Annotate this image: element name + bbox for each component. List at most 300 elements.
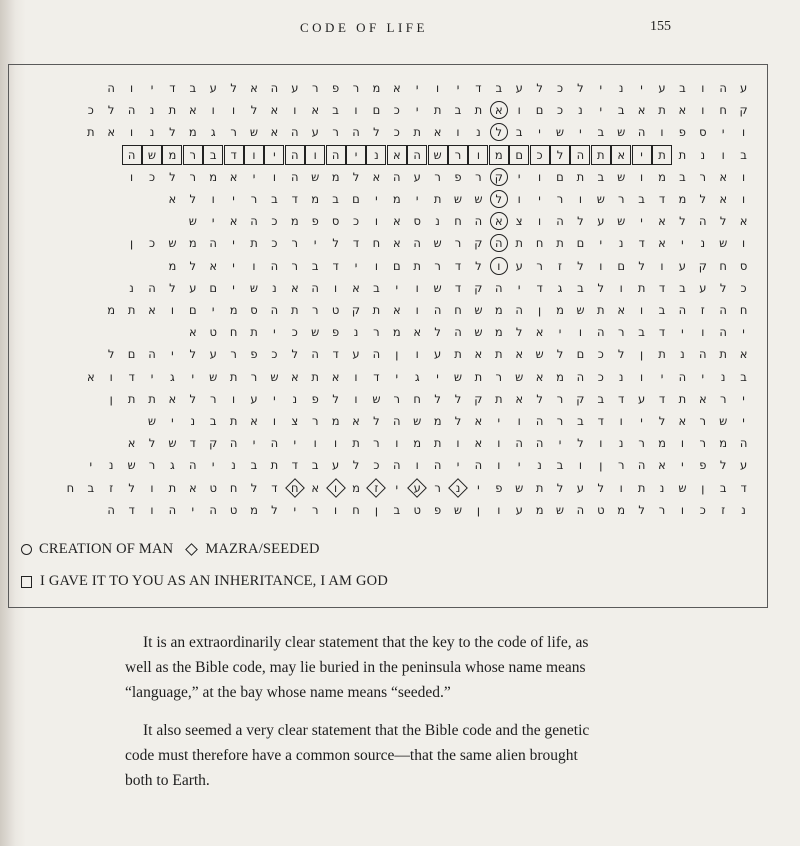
matrix-letter: י — [232, 192, 235, 206]
matrix-letter: ו — [660, 125, 664, 140]
matrix-letter: ו — [742, 192, 746, 206]
matrix-letter: ל — [332, 236, 339, 251]
legend-inheritance: I GAVE IT TO YOU AS AN INHERITANCE, I AM GOD — [40, 573, 388, 590]
matrix-letter: ש — [453, 369, 463, 384]
matrix-letter: נ — [720, 369, 726, 384]
matrix-letter: ו — [619, 414, 623, 428]
matrix-letter: ד — [597, 414, 604, 428]
matrix-letter: א — [270, 125, 279, 140]
matrix-letter: ו — [334, 502, 338, 517]
matrix-letter: פ — [311, 391, 319, 406]
matrix-letter: מ — [719, 436, 728, 451]
matrix-letter: ר — [454, 236, 462, 251]
matrix-letter: ו — [272, 169, 276, 184]
matrix-letter: כ — [148, 236, 156, 251]
matrix-letter: ל — [658, 414, 666, 428]
matrix-letter: ט — [597, 502, 605, 517]
matrix-letter: ש — [617, 169, 626, 184]
matrix-letter: י — [171, 414, 174, 428]
matrix-letter: א — [658, 458, 666, 473]
matrix-letter: ק — [351, 303, 361, 317]
matrix-letter: י — [640, 414, 643, 428]
matrix-letter: ו — [354, 103, 358, 118]
matrix-letter: י — [742, 414, 745, 428]
matrix-letter: ש — [453, 502, 463, 517]
matrix-letter: י — [517, 169, 521, 184]
matrix-letter: ת — [311, 369, 319, 384]
boxed-letter: א — [612, 146, 630, 164]
matrix-letter: י — [211, 458, 215, 473]
matrix-letter: נ — [618, 236, 624, 251]
matrix-letter: ש — [453, 192, 463, 206]
matrix-letter: ש — [617, 214, 626, 229]
matrix-letter: י — [232, 236, 235, 251]
boxed-letter: ם — [510, 146, 528, 164]
matrix-letter: צ — [515, 214, 523, 229]
circled-letter: א — [490, 212, 508, 230]
matrix-letter: ב — [638, 192, 645, 206]
matrix-letter: א — [270, 103, 279, 118]
matrix-letter: פ — [454, 169, 462, 184]
matrix-letter: י — [497, 414, 501, 428]
matrix-letter: א — [739, 347, 748, 362]
matrix-letter: ל — [434, 325, 441, 340]
matrix-letter: י — [415, 81, 419, 95]
matrix-letter: א — [148, 303, 156, 317]
matrix-letter: ה — [372, 347, 381, 362]
matrix-letter: ו — [680, 502, 684, 517]
matrix-letter: א — [392, 214, 401, 229]
matrix-letter: ן — [476, 502, 480, 517]
matrix-letter: ש — [311, 325, 320, 340]
matrix-letter: י — [660, 369, 664, 384]
matrix-letter: י — [477, 480, 480, 495]
matrix-letter: י — [293, 436, 297, 451]
matrix-row — [23, 121, 755, 143]
matrix-letter: א — [229, 169, 238, 184]
matrix-letter: נ — [272, 280, 277, 295]
matrix-letter: א — [250, 414, 258, 428]
matrix-letter: ע — [576, 480, 584, 495]
matrix-letter: ה — [535, 436, 544, 451]
matrix-letter: ל — [230, 81, 237, 95]
matrix-letter: ר — [250, 192, 258, 206]
diamond-letter: ע — [408, 477, 426, 499]
boxed-letter: י — [347, 146, 365, 164]
matrix-letter: ה — [229, 436, 238, 451]
matrix-letter: ו — [313, 436, 317, 451]
boxed-letter: א — [388, 146, 406, 164]
matrix-letter: כ — [699, 502, 706, 517]
matrix-letter: ב — [332, 192, 339, 206]
matrix-letter: כ — [393, 125, 400, 140]
body-paragraph-1 — [125, 630, 685, 705]
matrix-letter: ר — [536, 258, 543, 273]
matrix-letter: י — [681, 236, 684, 251]
matrix-letter: נ — [108, 458, 114, 473]
matrix-letter: ו — [578, 325, 582, 340]
matrix-letter: ש — [535, 347, 544, 362]
matrix-letter: ו — [538, 214, 542, 229]
matrix-letter: ו — [252, 258, 256, 273]
matrix-letter: נ — [680, 347, 685, 362]
legend-line-2 — [21, 573, 388, 590]
matrix-letter: מ — [392, 192, 401, 206]
matrix-letter: ע — [209, 81, 217, 95]
matrix-letter: מ — [392, 325, 401, 340]
matrix-letter: ר — [699, 169, 707, 184]
matrix-letter: ה — [250, 214, 258, 229]
matrix-letter: מ — [658, 436, 666, 451]
matrix-letter: ל — [332, 391, 339, 406]
matrix-letter: ה — [535, 414, 544, 428]
matrix-letter: ק — [474, 280, 483, 295]
matrix-letter: ח — [719, 103, 727, 118]
matrix-letter: ש — [678, 480, 687, 495]
matrix-letter: י — [742, 325, 745, 340]
matrix-letter: ר — [373, 325, 380, 340]
matrix-letter: א — [474, 414, 483, 428]
matrix-letter: ש — [576, 303, 585, 317]
matrix-letter: ש — [433, 280, 442, 295]
matrix-letter: ת — [168, 103, 177, 118]
matrix-letter: ח — [372, 236, 381, 251]
matrix-letter: מ — [352, 480, 360, 495]
matrix-letter: י — [191, 369, 195, 384]
matrix-letter: א — [433, 125, 442, 140]
matrix-letter: פ — [332, 81, 340, 95]
matrix-letter: ה — [597, 325, 605, 340]
matrix-letter: מ — [331, 169, 340, 184]
matrix-letter: ע — [699, 280, 707, 295]
matrix-letter: מ — [107, 303, 116, 317]
matrix-letter: ל — [373, 125, 380, 140]
matrix-letter: ל — [434, 391, 441, 406]
matrix-letter: א — [678, 103, 687, 118]
matrix-letter: ד — [332, 347, 339, 362]
matrix-letter: ר — [434, 169, 441, 184]
boxed-letter: ש — [143, 146, 161, 164]
matrix-letter: מ — [535, 502, 544, 517]
matrix-letter: נ — [700, 236, 706, 251]
matrix-letter: ה — [270, 258, 279, 273]
matrix-letter: א — [474, 436, 483, 451]
matrix-letter: י — [538, 192, 541, 206]
boxed-letter: ו — [306, 146, 324, 164]
matrix-letter: ת — [127, 303, 136, 317]
matrix-letter: ה — [107, 502, 115, 517]
matrix-letter: י — [232, 258, 235, 273]
running-header-title: CODE OF LIFE — [300, 20, 428, 35]
circled-letter: א — [490, 101, 508, 119]
matrix-letter: א — [392, 236, 401, 251]
matrix-letter: י — [171, 347, 174, 362]
matrix-letter: ע — [739, 81, 748, 95]
matrix-letter: ב — [577, 280, 584, 295]
matrix-letter: ר — [352, 81, 360, 95]
matrix-letter: ל — [250, 103, 258, 118]
matrix-letter: ו — [354, 391, 358, 406]
matrix-letter: י — [517, 280, 521, 295]
matrix-letter: א — [209, 258, 218, 273]
matrix-letter: מ — [168, 258, 177, 273]
matrix-letter: י — [456, 458, 460, 473]
matrix-letter: ד — [169, 81, 176, 95]
matrix-letter: ו — [395, 436, 399, 451]
text-line: It also seemed a very clear statement that the Bible code and the genetic — [143, 722, 590, 739]
matrix-letter: ת — [433, 192, 442, 206]
matrix-letter: נ — [700, 147, 706, 162]
matrix-letter: י — [599, 103, 603, 118]
matrix-letter: ש — [270, 369, 279, 384]
matrix-letter: ר — [617, 458, 625, 473]
matrix-letter: ל — [638, 258, 645, 273]
matrix-letter: ע — [515, 502, 523, 517]
matrix-letter: ם — [392, 258, 401, 273]
matrix-letter: מ — [494, 325, 503, 340]
matrix-letter: כ — [87, 103, 94, 118]
matrix-letter: ת — [637, 480, 646, 495]
bible-code-figure — [8, 64, 768, 608]
matrix-letter: נ — [741, 502, 746, 517]
matrix-letter: ל — [597, 480, 605, 495]
matrix-letter: ח — [66, 480, 75, 495]
matrix-letter: ו — [130, 125, 134, 140]
matrix-letter: ת — [678, 147, 687, 162]
matrix-letter: ת — [127, 391, 136, 406]
matrix-letter: כ — [271, 347, 278, 362]
matrix-letter: י — [701, 369, 705, 384]
matrix-letter: י — [395, 480, 399, 495]
matrix-letter: ר — [495, 369, 503, 384]
diamond-icon — [185, 543, 198, 556]
matrix-letter: ק — [474, 391, 483, 406]
matrix-letter: ב — [332, 103, 339, 118]
matrix-letter: ל — [128, 480, 135, 495]
matrix-letter: א — [250, 81, 258, 95]
matrix-letter: ן — [701, 480, 705, 495]
matrix-letter: א — [719, 169, 728, 184]
matrix-letter: ת — [515, 236, 523, 251]
matrix-letter: ו — [334, 436, 338, 451]
matrix-letter: ו — [721, 147, 725, 162]
matrix-letter: ל — [556, 347, 564, 362]
matrix-letter: ש — [168, 236, 177, 251]
boxed-letter: כ — [531, 146, 549, 164]
matrix-letter: ת — [495, 347, 503, 362]
matrix-letter: נ — [435, 214, 440, 229]
matrix-letter: א — [535, 325, 544, 340]
matrix-letter: ש — [147, 414, 157, 428]
matrix-letter: ל — [536, 391, 543, 406]
matrix-letter: ב — [311, 258, 319, 273]
matrix-letter: ח — [352, 502, 360, 517]
matrix-letter: ל — [719, 458, 727, 473]
matrix-letter: א — [372, 169, 381, 184]
matrix-letter: י — [211, 303, 215, 317]
matrix-letter: א — [535, 369, 544, 384]
matrix-letter: ר — [291, 258, 299, 273]
matrix-letter: ש — [515, 369, 524, 384]
matrix-letter: מ — [556, 369, 564, 384]
matrix-letter: ע — [352, 347, 360, 362]
matrix-letter: ד — [658, 391, 666, 406]
matrix-letter: ל — [373, 414, 380, 428]
matrix-letter: ר — [638, 436, 645, 451]
matrix-letter: ר — [250, 369, 258, 384]
matrix-letter: ב — [719, 480, 727, 495]
matrix-letter: ב — [740, 369, 747, 384]
matrix-letter: ה — [209, 502, 217, 517]
matrix-letter: ד — [658, 325, 666, 340]
matrix-row — [23, 410, 755, 432]
matrix-letter: א — [86, 369, 95, 384]
matrix-letter: ו — [517, 103, 521, 118]
matrix-letter: ש — [474, 192, 483, 206]
matrix-letter: ו — [701, 81, 705, 95]
matrix-letter: ר — [230, 125, 237, 140]
matrix-letter: ל — [719, 280, 727, 295]
matrix-letter: י — [640, 214, 643, 229]
matrix-letter: ע — [413, 169, 421, 184]
matrix-letter: ת — [413, 125, 421, 140]
matrix-letter: ה — [474, 214, 483, 229]
matrix-letter: ם — [556, 169, 564, 184]
matrix-letter: ו — [334, 280, 338, 295]
matrix-letter: נ — [149, 125, 155, 140]
matrix-letter: ר — [189, 169, 197, 184]
matrix-letter: ר — [311, 502, 319, 517]
matrix-letter: כ — [740, 280, 747, 295]
matrix-letter: ת — [229, 414, 238, 428]
matrix-row — [23, 499, 755, 521]
matrix-letter: ה — [270, 436, 279, 451]
matrix-letter: ת — [433, 436, 442, 451]
matrix-row — [23, 366, 755, 388]
matrix-letter: א — [168, 391, 177, 406]
matrix-letter: ר — [311, 81, 319, 95]
matrix-letter: ל — [352, 169, 360, 184]
matrix-letter: ת — [576, 169, 585, 184]
boxed-letter: ו — [245, 146, 263, 164]
matrix-letter: ו — [232, 391, 236, 406]
matrix-letter: ה — [678, 303, 687, 317]
matrix-letter: ש — [433, 236, 442, 251]
matrix-row — [23, 210, 755, 232]
matrix-letter: ח — [229, 325, 238, 340]
matrix-letter: ד — [454, 280, 462, 295]
matrix-letter: א — [678, 414, 687, 428]
matrix-letter: ס — [739, 258, 748, 273]
boxed-letter: ש — [429, 146, 447, 164]
text-line: both to Earth. — [125, 772, 210, 789]
matrix-letter: ם — [535, 103, 544, 118]
matrix-letter: ס — [413, 214, 421, 229]
matrix-letter: ש — [474, 303, 483, 317]
matrix-letter: ש — [596, 192, 605, 206]
matrix-letter: י — [89, 458, 93, 473]
matrix-letter: ר — [699, 414, 707, 428]
matrix-letter: ש — [617, 125, 626, 140]
matrix-letter: י — [232, 280, 235, 295]
matrix-letter: ר — [209, 391, 217, 406]
matrix-letter: ל — [577, 214, 584, 229]
matrix-letter: מ — [658, 169, 666, 184]
matrix-letter: ז — [109, 480, 114, 495]
matrix-letter: ב — [577, 414, 584, 428]
matrix-letter: מ — [617, 502, 626, 517]
matrix-letter: א — [698, 391, 707, 406]
matrix-letter: י — [211, 214, 215, 229]
matrix-letter: ו — [415, 347, 419, 362]
matrix-letter: ש — [413, 414, 422, 428]
matrix-letter: ו — [619, 280, 623, 295]
matrix-letter: ו — [354, 369, 358, 384]
boxed-letter: ל — [551, 146, 569, 164]
matrix-letter: ם — [352, 192, 360, 206]
matrix-letter: מ — [311, 192, 320, 206]
boxed-letter: ת — [653, 146, 671, 164]
matrix-letter: ש — [188, 214, 197, 229]
diamond-letter: ח — [286, 477, 304, 499]
matrix-letter: מ — [331, 414, 340, 428]
text-line: It is an extraordinarily clear statement that the key to the code of life, as — [143, 634, 589, 651]
diamond-icon — [448, 478, 468, 498]
matrix-letter: פ — [678, 125, 686, 140]
matrix-letter: ג — [170, 458, 175, 473]
matrix-letter: מ — [250, 502, 258, 517]
matrix-letter: ו — [374, 214, 378, 229]
matrix-letter: ה — [637, 458, 646, 473]
matrix-letter: ב — [495, 81, 503, 95]
matrix-letter: פ — [250, 347, 258, 362]
matrix-letter: ו — [456, 125, 460, 140]
matrix-letter: ש — [168, 436, 177, 451]
matrix-letter: ת — [658, 103, 666, 118]
matrix-letter: ו — [415, 458, 419, 473]
matrix-letter: ק — [209, 436, 218, 451]
circled-letter: ל — [490, 190, 508, 208]
matrix-letter: ו — [517, 414, 521, 428]
matrix-letter: ר — [699, 436, 707, 451]
matrix-letter: כ — [373, 458, 380, 473]
matrix-row — [23, 321, 755, 343]
matrix-letter: ש — [249, 280, 259, 295]
matrix-letter: י — [252, 436, 256, 451]
matrix-letter: ה — [291, 125, 299, 140]
matrix-letter: ד — [128, 502, 135, 517]
matrix-letter: ט — [413, 502, 421, 517]
matrix-letter: ב — [597, 169, 605, 184]
matrix-letter: מ — [433, 414, 442, 428]
matrix-letter: ם — [188, 303, 197, 317]
matrix-row — [23, 454, 755, 476]
matrix-letter: ח — [454, 214, 462, 229]
diamond-icon — [407, 478, 427, 498]
boxed-letter: ה — [571, 146, 589, 164]
matrix-letter: ה — [107, 81, 115, 95]
matrix-letter: ל — [169, 125, 176, 140]
matrix-letter: ה — [556, 214, 564, 229]
matrix-letter: מ — [372, 81, 381, 95]
matrix-letter: ש — [555, 502, 565, 517]
boxed-letter: י — [265, 146, 283, 164]
matrix-letter: ר — [556, 391, 564, 406]
matrix-letter: ו — [436, 81, 440, 95]
matrix-letter: ב — [454, 103, 462, 118]
matrix-letter: א — [474, 347, 483, 362]
matrix-letter: ו — [578, 192, 582, 206]
